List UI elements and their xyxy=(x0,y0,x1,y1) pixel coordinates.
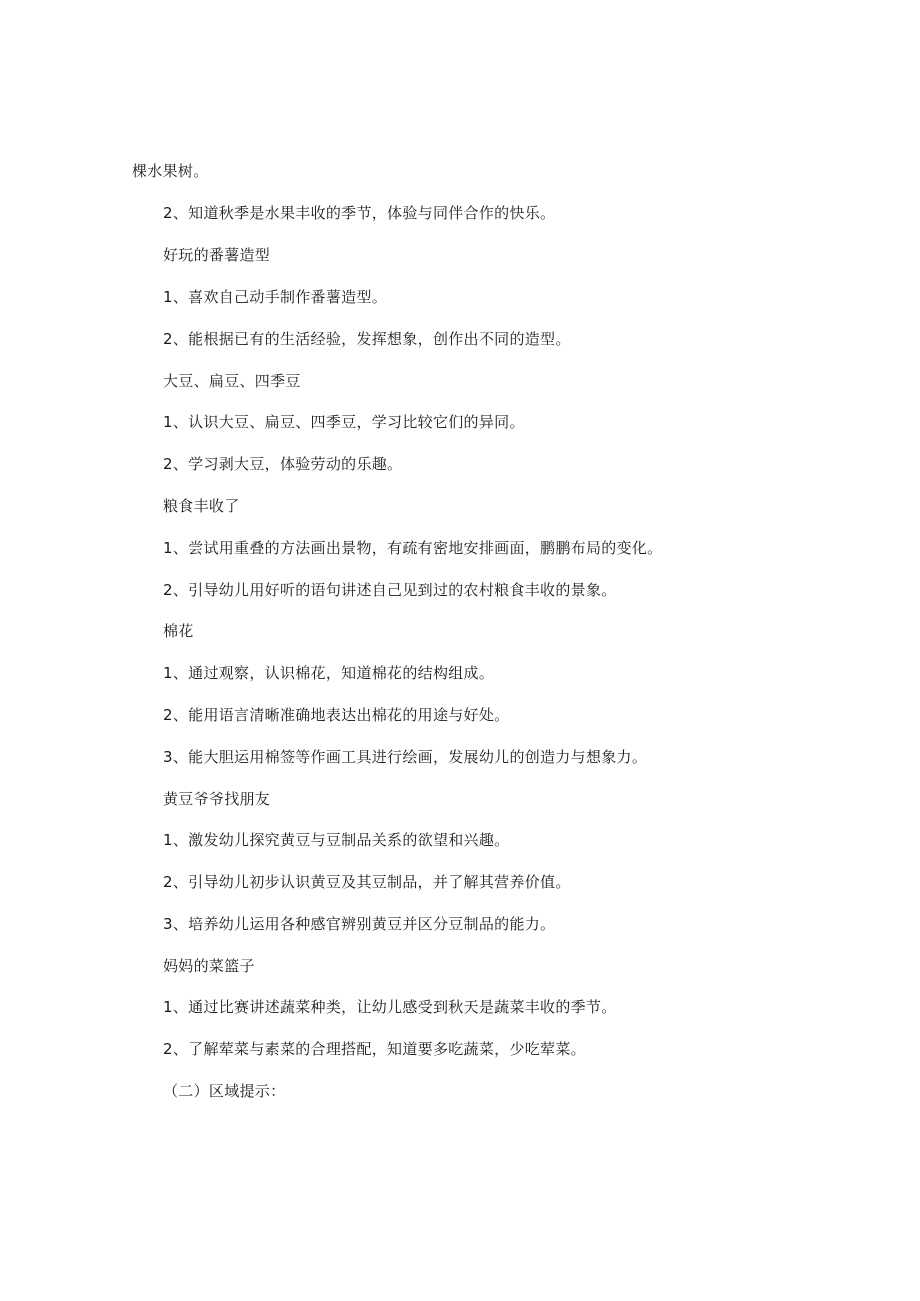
section-heading: （二）区域提示： xyxy=(163,1082,286,1100)
objective-item: 1、通过比赛讲述蔬菜种类，让幼儿感受到秋天是蔬菜丰收的季节。 xyxy=(163,998,617,1016)
activity-title: 粮食丰收了 xyxy=(163,497,240,515)
activity-title: 好玩的番薯造型 xyxy=(163,246,271,264)
objective-item: 2、引导幼儿用好听的语句讲述自己见到过的农村粮食丰收的景象。 xyxy=(163,581,617,599)
objective-item: 2、学习剥大豆，体验劳动的乐趣。 xyxy=(163,455,403,473)
objective-item: 2、了解荤菜与素菜的合理搭配，知道要多吃蔬菜，少吃荤菜。 xyxy=(163,1040,586,1058)
activity-title: 大豆、扁豆、四季豆 xyxy=(163,372,301,390)
objective-item: 2、能根据已有的生活经验，发挥想象，创作出不同的造型。 xyxy=(163,330,571,348)
objective-item: 1、认识大豆、扁豆、四季豆，学习比较它们的异同。 xyxy=(163,413,525,431)
objective-item: 2、知道秋季是水果丰收的季节，体验与同伴合作的快乐。 xyxy=(163,204,556,222)
objective-item: 1、尝试用重叠的方法画出景物，有疏有密地安排画面，鹏鹏布局的变化。 xyxy=(163,539,663,557)
objective-item: 1、喜欢自己动手制作番薯造型。 xyxy=(163,288,388,306)
objective-item: 1、通过观察，认识棉花，知道棉花的结构组成。 xyxy=(163,664,495,682)
activity-title: 黄豆爷爷找朋友 xyxy=(163,790,271,808)
objective-item: 3、培养幼儿运用各种感官辨别黄豆并区分豆制品的能力。 xyxy=(163,915,556,933)
activity-title: 妈妈的菜篮子 xyxy=(163,957,255,975)
objective-item: 2、能用语言清晰准确地表达出棉花的用途与好处。 xyxy=(163,706,510,724)
activity-title: 棉花 xyxy=(163,622,194,640)
text-line-continuation: 棵水果树。 xyxy=(132,162,209,180)
objective-item: 2、引导幼儿初步认识黄豆及其豆制品，并了解其营养价值。 xyxy=(163,873,571,891)
objective-item: 3、能大胆运用棉签等作画工具进行绘画，发展幼儿的创造力与想象力。 xyxy=(163,748,648,766)
objective-item: 1、激发幼儿探究黄豆与豆制品关系的欲望和兴趣。 xyxy=(163,831,510,849)
